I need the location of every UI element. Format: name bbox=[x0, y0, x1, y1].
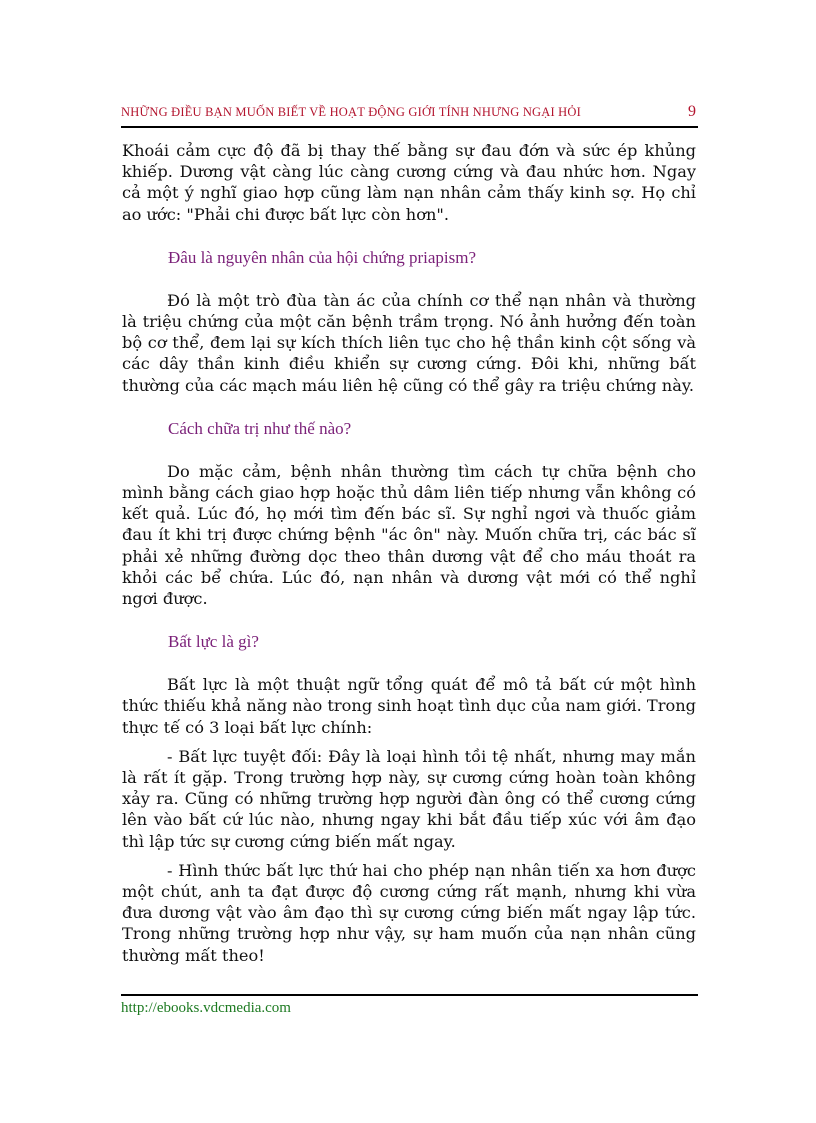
paragraph: Do mặc cảm, bệnh nhân thường tìm cách tự chữa bệnh cho mình bằng cách giao hợp hoặc thủ dâm liên tiếp nhưng vẫn không có kết quả. Lúc đó, họ mới tìm đến bác sĩ. Sự nghỉ ngơi và thuốc giảm đau ít khi trị được chứng bệnh "ác ôn" này. Muốn chữa trị, các bác sĩ phải xẻ những đường dọc theo thân dương vật để cho máu thoát ra khỏi các bể chứa. Lúc đó, nạn nhân và dương vật mới có thể nghỉ ngơi được. bbox=[122, 461, 696, 609]
body-text bbox=[122, 140, 696, 966]
paragraph: - Hình thức bất lực thứ hai cho phép nạn nhân tiến xa hơn được một chút, anh ta đạt được độ cương cứng rất mạnh, nhưng khi vừa đưa dương vật vào âm đạo thì sự cương cứng biến mất ngay lập tức. Trong những trường hợp như vậy, sự ham muốn của nạn nhân cũng thường mất theo! bbox=[122, 860, 696, 965]
running-header bbox=[121, 105, 698, 125]
page-number: 9 bbox=[688, 103, 696, 120]
footer-divider bbox=[121, 994, 698, 996]
paragraph: - Bất lực tuyệt đối: Đây là loại hình tồi tệ nhất, nhưng may mắn là rất ít gặp. Trong trường hợp này, sự cương cứng hoàn toàn không xảy ra. Cũng có những trường hợp người đàn ông có thể cương cứng lên vào bất cứ lúc nào, nhưng ngay khi bắt đầu tiếp xúc với âm đạo thì lập tức sự cương cứng biến mất ngay. bbox=[122, 746, 696, 851]
section-heading: Bất lực là gì? bbox=[168, 632, 259, 652]
header-title: NHỮNG ĐIỀU BẠN MUỐN BIẾT VỀ HOẠT ĐỘNG GIỚI TÍNH NHƯNG NGẠI HỎI bbox=[121, 105, 582, 119]
paragraph: Đó là một trò đùa tàn ác của chính cơ thể nạn nhân và thường là triệu chứng của một căn bệnh trầm trọng. Nó ảnh hưởng đến toàn bộ cơ thể, đem lại sự kích thích liên tục cho hệ thần kinh cột sống và các dây thần kinh điều khiển sự cương cứng. Đôi khi, những bất thường của các mạch máu liên hệ cũng có thể gây ra triệu chứng này. bbox=[122, 290, 696, 395]
footer-link[interactable]: http://ebooks.vdcmedia.com bbox=[121, 1000, 291, 1016]
section-heading: Đâu là nguyên nhân của hội chứng priapism? bbox=[168, 247, 477, 267]
paragraph: Khoái cảm cực độ đã bị thay thế bằng sự đau đớn và sức ép khủng khiếp. Dương vật càng lúc càng cương cứng và đau nhức hơn. Ngay cả một ý nghĩ giao hợp cũng làm nạn nhân cảm thấy kinh sợ. Họ chỉ ao ước: "Phải chi được bất lực còn hơn". bbox=[122, 141, 696, 224]
section-heading: Cách chữa trị như thế nào? bbox=[168, 418, 352, 438]
header-divider bbox=[121, 126, 698, 128]
paragraph: Bất lực là một thuật ngữ tổng quát để mô tả bất cứ một hình thức thiếu khả năng nào trong sinh hoạt tình dục của nam giới. Trong thực tế có 3 loại bất lực chính: bbox=[122, 675, 696, 737]
